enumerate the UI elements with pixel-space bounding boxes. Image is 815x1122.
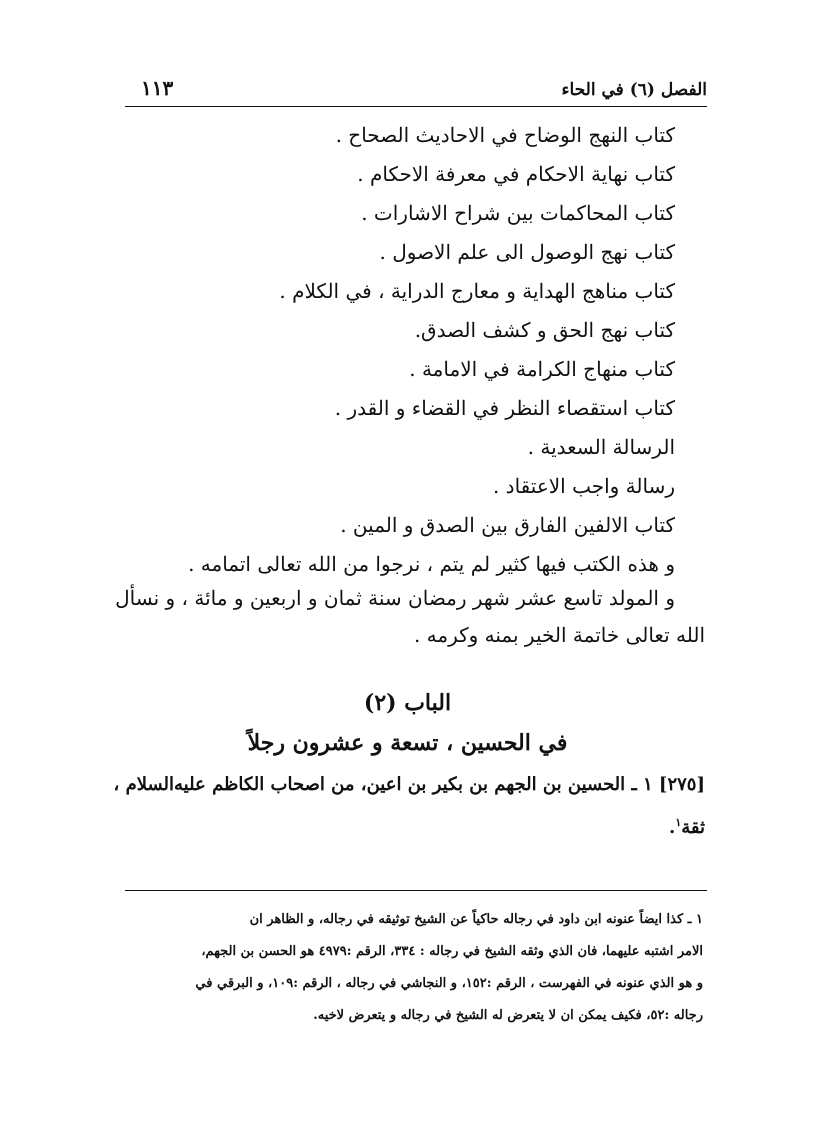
footnote-divider: [125, 890, 707, 891]
footnote-line: ١ ـ كذا ايضاً عنونه ابن داود في رجاله حاكياً عن الشيخ توثيقه في رجاله، و الظاهر ان: [249, 912, 703, 927]
entry-line: ثقة$^١$.: [669, 816, 705, 838]
header-divider: [125, 106, 707, 107]
footnote-marker: ١: [675, 816, 682, 829]
book-list-item: الرسالة السعدية .: [527, 435, 675, 459]
book-list-item: كتاب استقصاء النظر في القضاء و القدر .: [334, 396, 675, 420]
header-title: الفصل (٦) في الحاء: [561, 80, 707, 100]
paragraph-line: و المولد تاسع عشر شهر رمضان سنة ثمان و اربعين و مائة ، و نسأل: [115, 586, 675, 610]
book-list-item: رسالة واجب الاعتقاد .: [492, 474, 675, 498]
paragraph-line: الله تعالى خاتمة الخير بمنه وكرمه .: [413, 623, 705, 647]
book-list-item: كتاب المحاكمات بين شراح الاشارات .: [361, 201, 675, 225]
book-list-item: كتاب منهاج الكرامة في الامامة .: [409, 357, 675, 381]
book-list-item: كتاب نهاية الاحكام في معرفة الاحكام .: [357, 162, 675, 186]
entry-text: ثقة: [681, 817, 705, 838]
book-list-item: كتاب مناهج الهداية و معارج الدراية ، في الكلام .: [279, 279, 675, 303]
entry-line: [٢٧٥] ١ ـ الحسين بن الجهم بن بكير بن اعين، من اصحاب الكاظم عليه‌السلام ،: [113, 774, 705, 795]
footnote-line: رجاله :٥٢، فكيف يمكن ان لا يتعرض له الشيخ في رجاله و يتعرض لاخيه.: [313, 1008, 703, 1023]
page-number: ١١٣: [141, 76, 174, 100]
footnote-line: و هو الذي عنونه في الفهرست ، الرقم :١٥٢، و النجاشي في رجاله ، الرقم :١٠٩، و البرقي في: [195, 976, 703, 991]
book-list-item: كتاب الالفين الفارق بين الصدق و المين .: [340, 513, 675, 537]
book-list-item: و هذه الكتب فيها كثير لم يتم ، نرجوا من الله تعالى اتمامه .: [188, 552, 675, 576]
book-list-item: كتاب النهج الوضاح في الاحاديث الصحاح .: [335, 123, 675, 147]
running-header: [125, 76, 707, 106]
chapter-title: الباب (٢): [363, 690, 452, 716]
chapter-subtitle: في الحسين ، تسعة و عشرون رجلاً: [247, 730, 568, 756]
footnote-line: الامر اشتبه عليهما، فان الذي وثقه الشيخ في رجاله : ٣٣٤، الرقم :٤٩٧٩ هو الحسن بن الجهم،: [201, 944, 703, 959]
book-list-item: كتاب نهج الحق و كشف الصدق.: [414, 318, 675, 342]
book-list-item: كتاب نهج الوصول الى علم الاصول .: [379, 240, 675, 264]
